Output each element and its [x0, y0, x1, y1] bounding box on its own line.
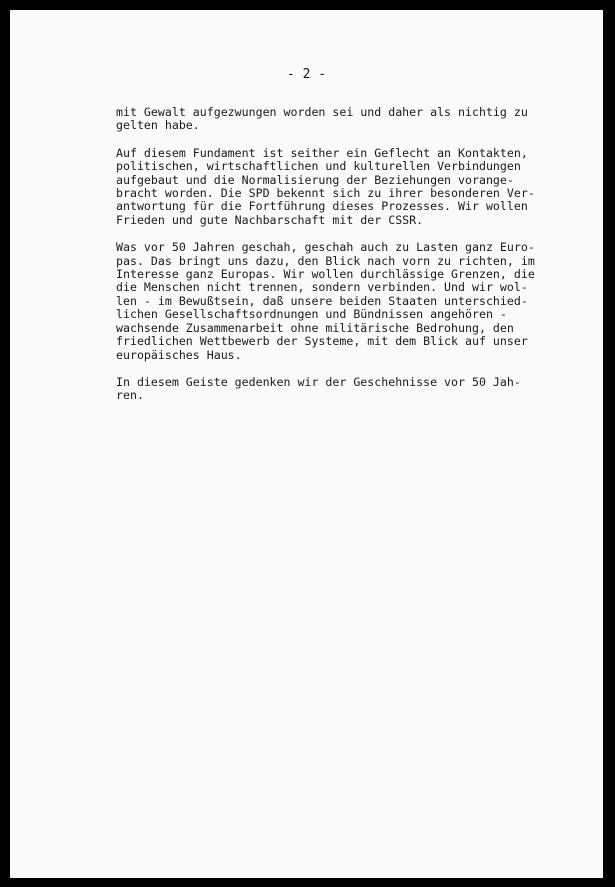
text-line: In diesem Geiste gedenken wir der Geschehnisse vor 50 Jah- [116, 374, 521, 389]
body-text [116, 106, 586, 417]
text-line: mit Gewalt aufgezwungen worden sei und daher als nichtig zu [116, 105, 528, 119]
text-line: aufgebaut und die Normalisierung der Beziehungen vorange- [116, 172, 514, 187]
text-line: die Menschen nicht trennen, sondern verbinden. Und wir wol- [116, 280, 528, 295]
paragraph-4 [116, 376, 586, 403]
text-line: Interesse ganz Europas. Wir wollen durchlässige Grenzen, die [116, 267, 535, 282]
paragraph-2 [116, 147, 586, 227]
text-line: len - im Bewußtsein, daß unsere beiden Staaten unterschied- [116, 293, 528, 308]
text-line: pas. Das bringt uns dazu, den Blick nach vorn zu richten, im [116, 253, 535, 268]
text-line: ren. [116, 388, 144, 403]
document-page [10, 10, 603, 878]
paragraph-1 [116, 106, 586, 133]
page-number: - 2 - [286, 67, 327, 82]
text-line: lichen Gesellschaftsordnungen und Bündnissen angehören - [116, 307, 507, 322]
text-line: Auf diesem Fundament ist seither ein Geflecht an Kontakten, [116, 145, 528, 160]
text-line: europäisches Haus. [116, 347, 242, 362]
text-line: Frieden und gute Nachbarschaft mit der CSSR. [116, 212, 424, 227]
text-line: antwortung für die Fortführung dieses Prozesses. Wir wollen [116, 199, 528, 214]
text-line: politischen, wirtschaftlichen und kulturellen Verbindungen [116, 159, 521, 174]
text-line: Was vor 50 Jahren geschah, geschah auch zu Lasten ganz Euro- [116, 240, 535, 255]
text-line: gelten habe. [116, 118, 200, 133]
paragraph-3 [116, 241, 586, 362]
text-line: friedlichen Wettbewerb der Systeme, mit dem Blick auf unser [116, 334, 528, 349]
text-line: wachsende Zusammenarbeit ohne militärische Bedrohung, den [116, 320, 514, 335]
text-line: bracht worden. Die SPD bekennt sich zu ihrer besonderen Ver- [116, 186, 535, 201]
